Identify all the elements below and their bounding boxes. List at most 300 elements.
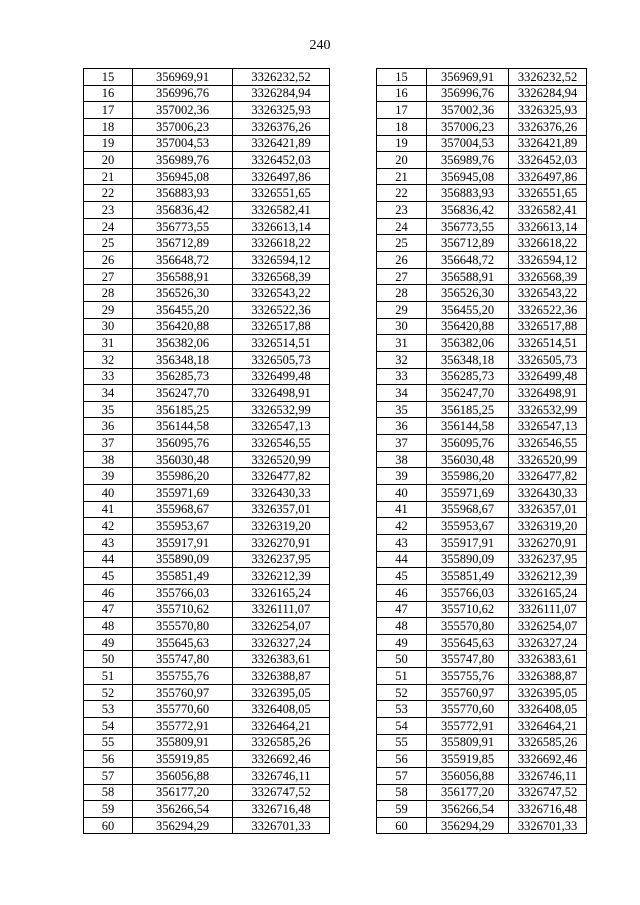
x-coordinate-cell: 356294,29 [427, 817, 509, 834]
table-row [377, 385, 587, 402]
table-row [377, 651, 587, 668]
table-row [84, 301, 330, 318]
y-coordinate-cell: 3326514,51 [509, 335, 587, 352]
point-number-cell: 53 [377, 701, 427, 718]
x-coordinate-cell: 356382,06 [427, 335, 509, 352]
point-number-cell: 35 [377, 401, 427, 418]
table-row [377, 235, 587, 252]
coordinates-table-left [83, 68, 330, 834]
x-coordinate-cell: 355755,76 [427, 668, 509, 685]
y-coordinate-cell: 3326254,07 [509, 618, 587, 635]
x-coordinate-cell: 355968,67 [133, 501, 233, 518]
table-row [377, 601, 587, 618]
x-coordinate-cell: 356455,20 [427, 301, 509, 318]
y-coordinate-cell: 3326547,13 [509, 418, 587, 435]
x-coordinate-cell: 356266,54 [133, 801, 233, 818]
point-number-cell: 40 [84, 485, 133, 502]
x-coordinate-cell: 355809,91 [427, 734, 509, 751]
table-row [377, 618, 587, 635]
y-coordinate-cell: 3326746,11 [233, 767, 330, 784]
y-coordinate-cell: 3326165,24 [509, 584, 587, 601]
table-row [84, 435, 330, 452]
point-number-cell: 28 [84, 285, 133, 302]
table-row [84, 651, 330, 668]
y-coordinate-cell: 3326747,52 [509, 784, 587, 801]
table-row [377, 684, 587, 701]
table-row [377, 668, 587, 685]
table-row [84, 551, 330, 568]
x-coordinate-cell: 355710,62 [133, 601, 233, 618]
x-coordinate-cell: 355890,09 [133, 551, 233, 568]
point-number-cell: 56 [377, 751, 427, 768]
coordinates-table-right [376, 68, 587, 834]
x-coordinate-cell: 355809,91 [133, 734, 233, 751]
point-number-cell: 51 [377, 668, 427, 685]
x-coordinate-cell: 355570,80 [133, 618, 233, 635]
table-row [377, 584, 587, 601]
x-coordinate-cell: 356177,20 [133, 784, 233, 801]
x-coordinate-cell: 355986,20 [427, 468, 509, 485]
x-coordinate-cell: 355766,03 [133, 584, 233, 601]
x-coordinate-cell: 355919,85 [427, 751, 509, 768]
table-row [84, 801, 330, 818]
point-number-cell: 18 [84, 118, 133, 135]
x-coordinate-cell: 356588,91 [427, 268, 509, 285]
y-coordinate-cell: 3326383,61 [233, 651, 330, 668]
y-coordinate-cell: 3326716,48 [509, 801, 587, 818]
point-number-cell: 25 [377, 235, 427, 252]
point-number-cell: 24 [84, 218, 133, 235]
table-row [377, 751, 587, 768]
y-coordinate-cell: 3326701,33 [233, 817, 330, 834]
point-number-cell: 54 [84, 717, 133, 734]
x-coordinate-cell: 356945,08 [427, 168, 509, 185]
point-number-cell: 59 [84, 801, 133, 818]
table-row [84, 568, 330, 585]
x-coordinate-cell: 356773,55 [133, 218, 233, 235]
point-number-cell: 43 [377, 534, 427, 551]
y-coordinate-cell: 3326327,24 [233, 634, 330, 651]
table-row [84, 634, 330, 651]
y-coordinate-cell: 3326585,26 [233, 734, 330, 751]
point-number-cell: 23 [377, 202, 427, 219]
x-coordinate-cell: 356185,25 [427, 401, 509, 418]
point-number-cell: 56 [84, 751, 133, 768]
table-row [84, 268, 330, 285]
y-coordinate-cell: 3326395,05 [233, 684, 330, 701]
y-coordinate-cell: 3326505,73 [509, 351, 587, 368]
table-row [84, 252, 330, 269]
point-number-cell: 31 [377, 335, 427, 352]
point-number-cell: 55 [377, 734, 427, 751]
y-coordinate-cell: 3326522,36 [509, 301, 587, 318]
y-coordinate-cell: 3326237,95 [509, 551, 587, 568]
y-coordinate-cell: 3326547,13 [233, 418, 330, 435]
y-coordinate-cell: 3326499,48 [509, 368, 587, 385]
point-number-cell: 33 [377, 368, 427, 385]
table-row [377, 485, 587, 502]
table-row [377, 218, 587, 235]
table-row [84, 285, 330, 302]
point-number-cell: 45 [84, 568, 133, 585]
y-coordinate-cell: 3326376,26 [233, 118, 330, 135]
point-number-cell: 17 [84, 102, 133, 119]
x-coordinate-cell: 355766,03 [427, 584, 509, 601]
table-row [84, 451, 330, 468]
x-coordinate-cell: 357006,23 [427, 118, 509, 135]
point-number-cell: 26 [84, 252, 133, 269]
x-coordinate-cell: 356773,55 [427, 218, 509, 235]
table-row [84, 385, 330, 402]
point-number-cell: 42 [84, 518, 133, 535]
x-coordinate-cell: 355971,69 [133, 485, 233, 502]
y-coordinate-cell: 3326388,87 [233, 668, 330, 685]
point-number-cell: 18 [377, 118, 427, 135]
table-row [84, 817, 330, 834]
x-coordinate-cell: 355645,63 [427, 634, 509, 651]
x-coordinate-cell: 356712,89 [133, 235, 233, 252]
y-coordinate-cell: 3326237,95 [233, 551, 330, 568]
x-coordinate-cell: 355770,60 [133, 701, 233, 718]
point-number-cell: 29 [84, 301, 133, 318]
point-number-cell: 57 [84, 767, 133, 784]
y-coordinate-cell: 3326111,07 [509, 601, 587, 618]
table-row [84, 734, 330, 751]
y-coordinate-cell: 3326585,26 [509, 734, 587, 751]
table-row [377, 451, 587, 468]
table-row [377, 767, 587, 784]
table-row [84, 767, 330, 784]
table-row [84, 584, 330, 601]
table-row [84, 618, 330, 635]
y-coordinate-cell: 3326232,52 [509, 69, 587, 86]
x-coordinate-cell: 356883,93 [427, 185, 509, 202]
table-row [84, 185, 330, 202]
y-coordinate-cell: 3326212,39 [233, 568, 330, 585]
y-coordinate-cell: 3326613,14 [233, 218, 330, 235]
x-coordinate-cell: 356526,30 [427, 285, 509, 302]
table-row [377, 168, 587, 185]
point-number-cell: 20 [84, 152, 133, 169]
point-number-cell: 47 [84, 601, 133, 618]
y-coordinate-cell: 3326464,21 [509, 717, 587, 734]
point-number-cell: 22 [84, 185, 133, 202]
x-coordinate-cell: 355570,80 [427, 618, 509, 635]
point-number-cell: 36 [84, 418, 133, 435]
table-row [377, 534, 587, 551]
table-row [84, 218, 330, 235]
table-row [377, 335, 587, 352]
table-row [84, 69, 330, 86]
point-number-cell: 32 [84, 351, 133, 368]
table-row [377, 85, 587, 102]
y-coordinate-cell: 3326421,89 [233, 135, 330, 152]
point-number-cell: 37 [377, 435, 427, 452]
point-number-cell: 16 [377, 85, 427, 102]
point-number-cell: 32 [377, 351, 427, 368]
y-coordinate-cell: 3326430,33 [509, 485, 587, 502]
y-coordinate-cell: 3326520,99 [233, 451, 330, 468]
x-coordinate-cell: 355851,49 [427, 568, 509, 585]
point-number-cell: 45 [377, 568, 427, 585]
point-number-cell: 59 [377, 801, 427, 818]
x-coordinate-cell: 355760,97 [133, 684, 233, 701]
x-coordinate-cell: 356420,88 [133, 318, 233, 335]
x-coordinate-cell: 355953,67 [133, 518, 233, 535]
y-coordinate-cell: 3326212,39 [509, 568, 587, 585]
y-coordinate-cell: 3326421,89 [509, 135, 587, 152]
table-row [377, 701, 587, 718]
y-coordinate-cell: 3326498,91 [233, 385, 330, 402]
point-number-cell: 50 [84, 651, 133, 668]
y-coordinate-cell: 3326517,88 [233, 318, 330, 335]
point-number-cell: 55 [84, 734, 133, 751]
x-coordinate-cell: 355772,91 [133, 717, 233, 734]
y-coordinate-cell: 3326111,07 [233, 601, 330, 618]
x-coordinate-cell: 356526,30 [133, 285, 233, 302]
table-row [377, 318, 587, 335]
x-coordinate-cell: 356185,25 [133, 401, 233, 418]
point-number-cell: 17 [377, 102, 427, 119]
table-row [377, 717, 587, 734]
table-row [84, 468, 330, 485]
x-coordinate-cell: 356648,72 [427, 252, 509, 269]
y-coordinate-cell: 3326357,01 [233, 501, 330, 518]
y-coordinate-cell: 3326551,65 [509, 185, 587, 202]
point-number-cell: 37 [84, 435, 133, 452]
page-number: 240 [309, 38, 331, 53]
point-number-cell: 16 [84, 85, 133, 102]
x-coordinate-cell: 355968,67 [427, 501, 509, 518]
x-coordinate-cell: 355760,97 [427, 684, 509, 701]
point-number-cell: 54 [377, 717, 427, 734]
point-number-cell: 60 [377, 817, 427, 834]
y-coordinate-cell: 3326532,99 [509, 401, 587, 418]
y-coordinate-cell: 3326254,07 [233, 618, 330, 635]
point-number-cell: 43 [84, 534, 133, 551]
y-coordinate-cell: 3326232,52 [233, 69, 330, 86]
y-coordinate-cell: 3326497,86 [509, 168, 587, 185]
point-number-cell: 58 [84, 784, 133, 801]
y-coordinate-cell: 3326543,22 [233, 285, 330, 302]
y-coordinate-cell: 3326514,51 [233, 335, 330, 352]
point-number-cell: 27 [84, 268, 133, 285]
table-row [84, 518, 330, 535]
y-coordinate-cell: 3326532,99 [233, 401, 330, 418]
x-coordinate-cell: 357004,53 [427, 135, 509, 152]
point-number-cell: 25 [84, 235, 133, 252]
x-coordinate-cell: 357004,53 [133, 135, 233, 152]
x-coordinate-cell: 356969,91 [427, 69, 509, 86]
x-coordinate-cell: 356836,42 [133, 202, 233, 219]
y-coordinate-cell: 3326325,93 [509, 102, 587, 119]
y-coordinate-cell: 3326582,41 [509, 202, 587, 219]
x-coordinate-cell: 355755,76 [133, 668, 233, 685]
point-number-cell: 33 [84, 368, 133, 385]
y-coordinate-cell: 3326270,91 [233, 534, 330, 551]
point-number-cell: 41 [377, 501, 427, 518]
point-number-cell: 27 [377, 268, 427, 285]
x-coordinate-cell: 357002,36 [427, 102, 509, 119]
x-coordinate-cell: 355747,80 [133, 651, 233, 668]
table-row [84, 152, 330, 169]
x-coordinate-cell: 356348,18 [427, 351, 509, 368]
x-coordinate-cell: 356588,91 [133, 268, 233, 285]
table-row [84, 235, 330, 252]
point-number-cell: 24 [377, 218, 427, 235]
y-coordinate-cell: 3326477,82 [509, 468, 587, 485]
table-row [84, 684, 330, 701]
x-coordinate-cell: 357002,36 [133, 102, 233, 119]
table-row [84, 534, 330, 551]
point-number-cell: 34 [377, 385, 427, 402]
y-coordinate-cell: 3326747,52 [233, 784, 330, 801]
y-coordinate-cell: 3326522,36 [233, 301, 330, 318]
y-coordinate-cell: 3326408,05 [509, 701, 587, 718]
point-number-cell: 38 [377, 451, 427, 468]
y-coordinate-cell: 3326505,73 [233, 351, 330, 368]
table-row [84, 751, 330, 768]
table-row [84, 85, 330, 102]
table-row [377, 418, 587, 435]
x-coordinate-cell: 356348,18 [133, 351, 233, 368]
table-row [84, 102, 330, 119]
point-number-cell: 48 [377, 618, 427, 635]
x-coordinate-cell: 356989,76 [427, 152, 509, 169]
point-number-cell: 35 [84, 401, 133, 418]
y-coordinate-cell: 3326452,03 [233, 152, 330, 169]
x-coordinate-cell: 356836,42 [427, 202, 509, 219]
table-row [84, 351, 330, 368]
point-number-cell: 30 [84, 318, 133, 335]
y-coordinate-cell: 3326325,93 [233, 102, 330, 119]
x-coordinate-cell: 355770,60 [427, 701, 509, 718]
table-row [84, 368, 330, 385]
y-coordinate-cell: 3326452,03 [509, 152, 587, 169]
table-row [377, 784, 587, 801]
table-row [84, 717, 330, 734]
x-coordinate-cell: 356266,54 [427, 801, 509, 818]
point-number-cell: 21 [84, 168, 133, 185]
point-number-cell: 19 [84, 135, 133, 152]
y-coordinate-cell: 3326701,33 [509, 817, 587, 834]
table-row [84, 784, 330, 801]
point-number-cell: 44 [377, 551, 427, 568]
x-coordinate-cell: 355772,91 [427, 717, 509, 734]
x-coordinate-cell: 356996,76 [427, 85, 509, 102]
y-coordinate-cell: 3326568,39 [509, 268, 587, 285]
table-row [377, 118, 587, 135]
table-row [377, 734, 587, 751]
y-coordinate-cell: 3326568,39 [233, 268, 330, 285]
y-coordinate-cell: 3326692,46 [233, 751, 330, 768]
point-number-cell: 58 [377, 784, 427, 801]
table-row [84, 485, 330, 502]
table-row [84, 318, 330, 335]
x-coordinate-cell: 356247,70 [427, 385, 509, 402]
y-coordinate-cell: 3326477,82 [233, 468, 330, 485]
y-coordinate-cell: 3326520,99 [509, 451, 587, 468]
table-row [377, 368, 587, 385]
table-row [377, 69, 587, 86]
x-coordinate-cell: 356294,29 [133, 817, 233, 834]
x-coordinate-cell: 356285,73 [427, 368, 509, 385]
x-coordinate-cell: 356177,20 [427, 784, 509, 801]
y-coordinate-cell: 3326383,61 [509, 651, 587, 668]
y-coordinate-cell: 3326327,24 [509, 634, 587, 651]
table-row [377, 301, 587, 318]
table-row [377, 102, 587, 119]
x-coordinate-cell: 356648,72 [133, 252, 233, 269]
table-row [377, 152, 587, 169]
table-row [377, 568, 587, 585]
y-coordinate-cell: 3326497,86 [233, 168, 330, 185]
point-number-cell: 34 [84, 385, 133, 402]
table-row [84, 501, 330, 518]
table-row [377, 401, 587, 418]
point-number-cell: 21 [377, 168, 427, 185]
x-coordinate-cell: 355953,67 [427, 518, 509, 535]
point-number-cell: 15 [84, 69, 133, 86]
point-number-cell: 39 [84, 468, 133, 485]
y-coordinate-cell: 3326430,33 [233, 485, 330, 502]
y-coordinate-cell: 3326357,01 [509, 501, 587, 518]
table-row [84, 135, 330, 152]
table-row [377, 285, 587, 302]
point-number-cell: 41 [84, 501, 133, 518]
y-coordinate-cell: 3326618,22 [509, 235, 587, 252]
point-number-cell: 46 [84, 584, 133, 601]
y-coordinate-cell: 3326543,22 [509, 285, 587, 302]
table-row [377, 801, 587, 818]
x-coordinate-cell: 355890,09 [427, 551, 509, 568]
table-row [84, 335, 330, 352]
point-number-cell: 29 [377, 301, 427, 318]
y-coordinate-cell: 3326319,20 [509, 518, 587, 535]
x-coordinate-cell: 355919,85 [133, 751, 233, 768]
x-coordinate-cell: 356420,88 [427, 318, 509, 335]
y-coordinate-cell: 3326613,14 [509, 218, 587, 235]
table-row [84, 168, 330, 185]
table-row [84, 668, 330, 685]
point-number-cell: 30 [377, 318, 427, 335]
table-row [377, 817, 587, 834]
table-row [84, 401, 330, 418]
point-number-cell: 49 [377, 634, 427, 651]
table-row [377, 252, 587, 269]
point-number-cell: 20 [377, 152, 427, 169]
x-coordinate-cell: 356056,88 [427, 767, 509, 784]
point-number-cell: 38 [84, 451, 133, 468]
point-number-cell: 48 [84, 618, 133, 635]
x-coordinate-cell: 355917,91 [427, 534, 509, 551]
point-number-cell: 28 [377, 285, 427, 302]
table-row [84, 701, 330, 718]
point-number-cell: 15 [377, 69, 427, 86]
x-coordinate-cell: 356455,20 [133, 301, 233, 318]
x-coordinate-cell: 356144,58 [133, 418, 233, 435]
y-coordinate-cell: 3326692,46 [509, 751, 587, 768]
table-row [377, 202, 587, 219]
x-coordinate-cell: 355645,63 [133, 634, 233, 651]
x-coordinate-cell: 356382,06 [133, 335, 233, 352]
x-coordinate-cell: 355971,69 [427, 485, 509, 502]
x-coordinate-cell: 356144,58 [427, 418, 509, 435]
y-coordinate-cell: 3326551,65 [233, 185, 330, 202]
x-coordinate-cell: 356056,88 [133, 767, 233, 784]
x-coordinate-cell: 356095,76 [427, 435, 509, 452]
table-row [377, 501, 587, 518]
